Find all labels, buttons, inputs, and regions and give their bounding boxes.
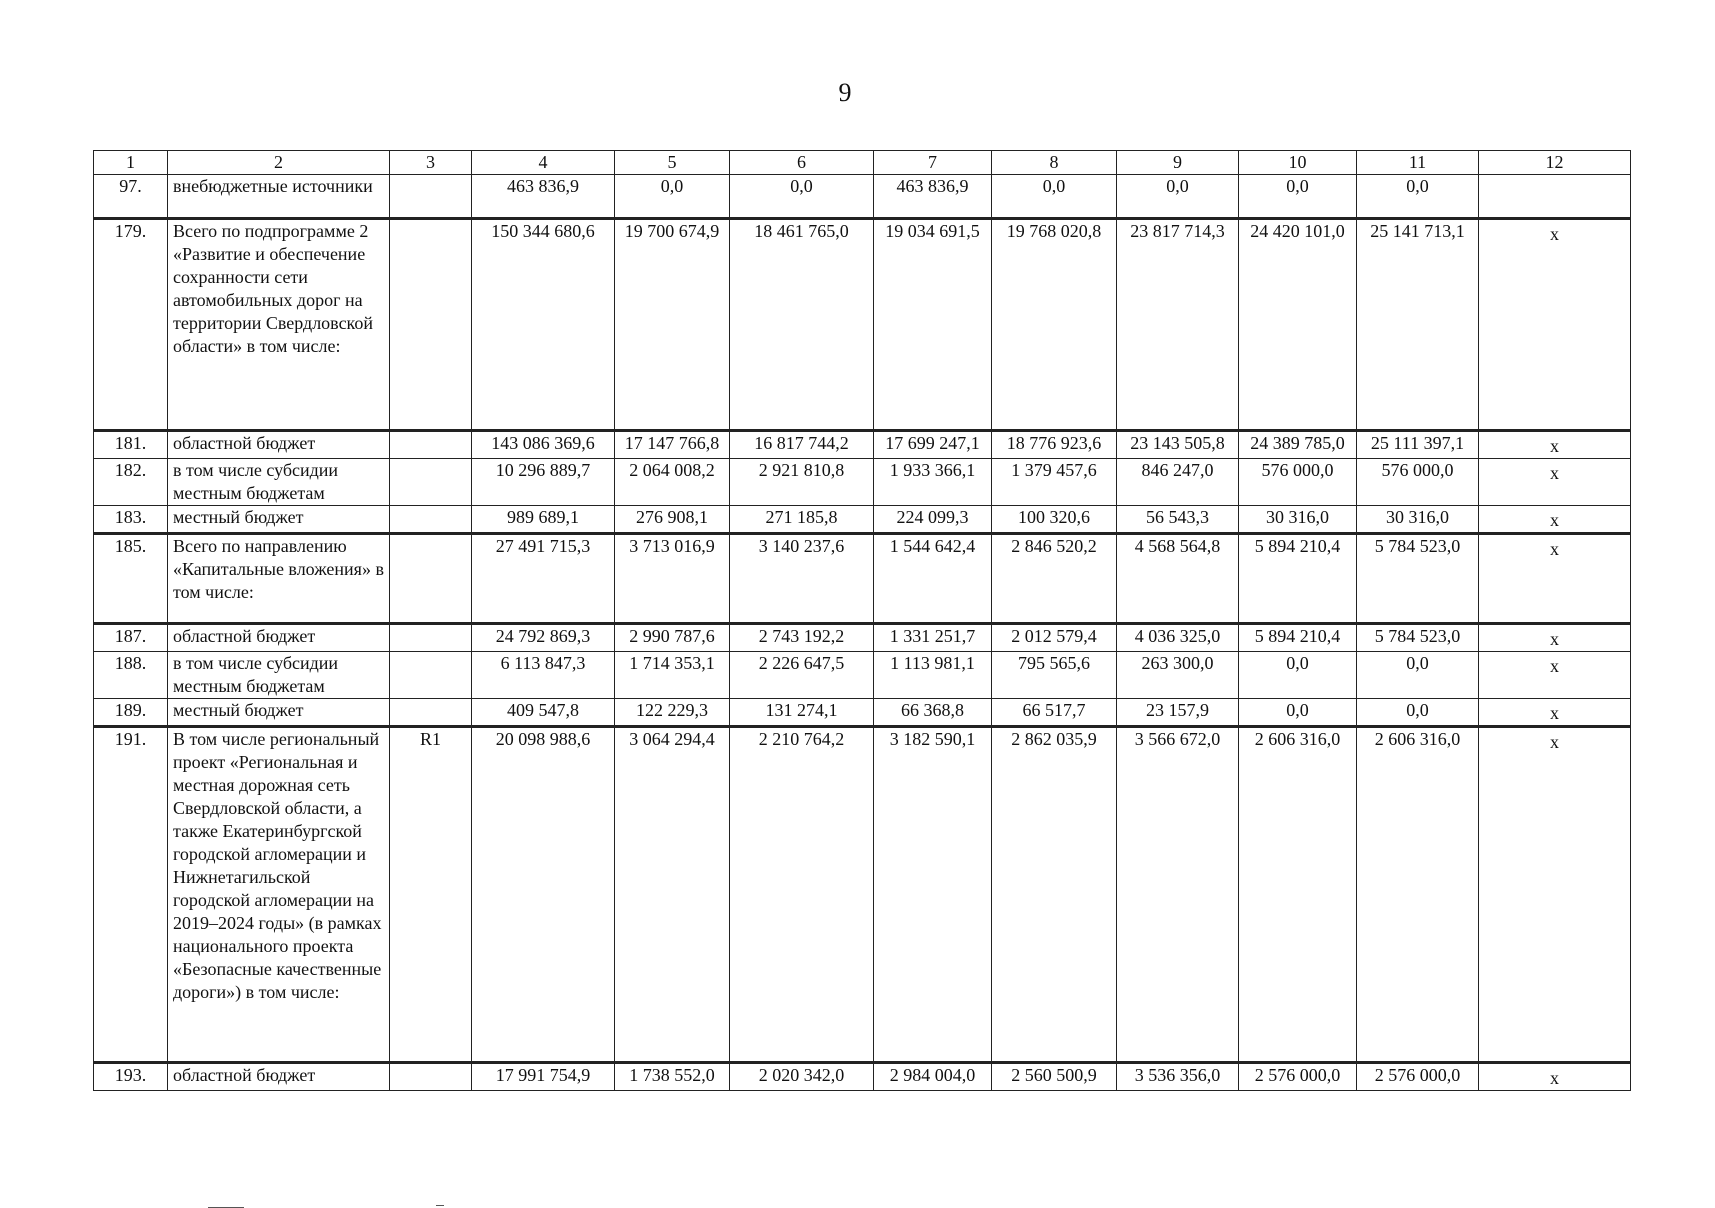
value-cell: 18 776 923,6 xyxy=(992,431,1117,459)
header-cell: 10 xyxy=(1239,151,1357,175)
value-cell: 1 379 457,6 xyxy=(992,459,1117,506)
value-cell: 122 229,3 xyxy=(615,699,730,727)
value-cell: 795 565,6 xyxy=(992,652,1117,699)
row-code xyxy=(390,624,472,652)
row-code xyxy=(390,431,472,459)
value-cell: 846 247,0 xyxy=(1117,459,1239,506)
value-cell: 0,0 xyxy=(1239,652,1357,699)
row-name: местный бюджет xyxy=(168,506,390,534)
value-cell: 271 185,8 xyxy=(730,506,874,534)
value-cell: 989 689,1 xyxy=(472,506,615,534)
header-cell: 4 xyxy=(472,151,615,175)
table-header-row xyxy=(94,151,1631,175)
col12-cell: х xyxy=(1479,699,1631,727)
value-cell: 24 420 101,0 xyxy=(1239,219,1357,431)
value-cell: 23 157,9 xyxy=(1117,699,1239,727)
value-cell: 4 568 564,8 xyxy=(1117,534,1239,624)
value-cell: 0,0 xyxy=(1357,699,1479,727)
row-code xyxy=(390,652,472,699)
value-cell: 30 316,0 xyxy=(1239,506,1357,534)
header-cell: 6 xyxy=(730,151,874,175)
header-cell: 5 xyxy=(615,151,730,175)
value-cell: 0,0 xyxy=(730,175,874,219)
table-row xyxy=(94,727,1631,1063)
value-cell: 0,0 xyxy=(1357,652,1479,699)
value-cell: 576 000,0 xyxy=(1357,459,1479,506)
value-cell: 1 714 353,1 xyxy=(615,652,730,699)
row-number: 179. xyxy=(94,219,168,431)
value-cell: 10 296 889,7 xyxy=(472,459,615,506)
row-name: местный бюджет xyxy=(168,699,390,727)
page-number: 9 xyxy=(838,78,852,107)
value-cell: 27 491 715,3 xyxy=(472,534,615,624)
col12-cell: х xyxy=(1479,624,1631,652)
value-cell: 2 846 520,2 xyxy=(992,534,1117,624)
header-cell: 1 xyxy=(94,151,168,175)
value-cell: 2 606 316,0 xyxy=(1239,727,1357,1063)
value-cell: 0,0 xyxy=(615,175,730,219)
value-cell: 25 111 397,1 xyxy=(1357,431,1479,459)
value-cell: 5 894 210,4 xyxy=(1239,624,1357,652)
value-cell: 16 817 744,2 xyxy=(730,431,874,459)
value-cell: 2 226 647,5 xyxy=(730,652,874,699)
header-cell: 11 xyxy=(1357,151,1479,175)
value-cell: 24 792 869,3 xyxy=(472,624,615,652)
row-number: 193. xyxy=(94,1063,168,1091)
value-cell: 2 921 810,8 xyxy=(730,459,874,506)
row-code xyxy=(390,534,472,624)
value-cell: 20 098 988,6 xyxy=(472,727,615,1063)
budget-table xyxy=(93,150,1631,1091)
table-body xyxy=(94,151,1631,1091)
value-cell: 19 034 691,5 xyxy=(874,219,992,431)
value-cell: 2 990 787,6 xyxy=(615,624,730,652)
value-cell: 0,0 xyxy=(1239,699,1357,727)
value-cell: 150 344 680,6 xyxy=(472,219,615,431)
value-cell: 2 576 000,0 xyxy=(1239,1063,1357,1091)
value-cell: 18 461 765,0 xyxy=(730,219,874,431)
value-cell: 409 547,8 xyxy=(472,699,615,727)
row-name: Всего по направлению «Капитальные вложения» в том числе: xyxy=(168,534,390,624)
value-cell: 263 300,0 xyxy=(1117,652,1239,699)
row-number: 191. xyxy=(94,727,168,1063)
row-number: 188. xyxy=(94,652,168,699)
value-cell: 3 182 590,1 xyxy=(874,727,992,1063)
value-cell: 2 606 316,0 xyxy=(1357,727,1479,1063)
value-cell: 2 743 192,2 xyxy=(730,624,874,652)
row-code xyxy=(390,459,472,506)
value-cell: 224 099,3 xyxy=(874,506,992,534)
row-name: В том числе региональный проект «Региональная и местная дорожная сеть Свердловской области, а также Екатеринбургской городской агломерации и Нижнетагильской городской агломерации на 2019–2024 годы» (в рамках национального проекта «Безопасные качественные дороги») в том числе: xyxy=(168,727,390,1063)
table-row xyxy=(94,534,1631,624)
col12-cell: х xyxy=(1479,506,1631,534)
row-name: областной бюджет xyxy=(168,431,390,459)
value-cell: 3 566 672,0 xyxy=(1117,727,1239,1063)
value-cell: 1 113 981,1 xyxy=(874,652,992,699)
value-cell: 2 560 500,9 xyxy=(992,1063,1117,1091)
value-cell: 23 143 505,8 xyxy=(1117,431,1239,459)
value-cell: 576 000,0 xyxy=(1239,459,1357,506)
header-cell: 8 xyxy=(992,151,1117,175)
table-row xyxy=(94,652,1631,699)
value-cell: 3 064 294,4 xyxy=(615,727,730,1063)
value-cell: 17 991 754,9 xyxy=(472,1063,615,1091)
row-number: 187. xyxy=(94,624,168,652)
value-cell: 2 210 764,2 xyxy=(730,727,874,1063)
row-name: Всего по подпрограмме 2 «Развитие и обеспечение сохранности сети автомобильных дорог на территории Свердловской области» в том числе: xyxy=(168,219,390,431)
row-code xyxy=(390,175,472,219)
table-row xyxy=(94,1063,1631,1091)
value-cell: 2 576 000,0 xyxy=(1357,1063,1479,1091)
value-cell: 0,0 xyxy=(992,175,1117,219)
table-row xyxy=(94,431,1631,459)
header-cell: 7 xyxy=(874,151,992,175)
value-cell: 0,0 xyxy=(1239,175,1357,219)
value-cell: 24 389 785,0 xyxy=(1239,431,1357,459)
value-cell: 17 699 247,1 xyxy=(874,431,992,459)
col12-cell: х xyxy=(1479,219,1631,431)
col12-cell: х xyxy=(1479,534,1631,624)
value-cell: 0,0 xyxy=(1117,175,1239,219)
value-cell: 276 908,1 xyxy=(615,506,730,534)
row-number: 97. xyxy=(94,175,168,219)
row-code xyxy=(390,219,472,431)
row-code xyxy=(390,1063,472,1091)
value-cell: 2 064 008,2 xyxy=(615,459,730,506)
row-name: областной бюджет xyxy=(168,1063,390,1091)
row-number: 185. xyxy=(94,534,168,624)
value-cell: 2 020 342,0 xyxy=(730,1063,874,1091)
value-cell: 131 274,1 xyxy=(730,699,874,727)
bottom-scan-mark xyxy=(436,1205,444,1206)
row-number: 183. xyxy=(94,506,168,534)
value-cell: 2 862 035,9 xyxy=(992,727,1117,1063)
value-cell: 4 036 325,0 xyxy=(1117,624,1239,652)
value-cell: 5 894 210,4 xyxy=(1239,534,1357,624)
col12-cell: х xyxy=(1479,652,1631,699)
table-row xyxy=(94,219,1631,431)
value-cell: 25 141 713,1 xyxy=(1357,219,1479,431)
row-code xyxy=(390,699,472,727)
value-cell: 463 836,9 xyxy=(874,175,992,219)
value-cell: 0,0 xyxy=(1357,175,1479,219)
value-cell: 1 331 251,7 xyxy=(874,624,992,652)
col12-cell xyxy=(1479,175,1631,219)
col12-cell: х xyxy=(1479,459,1631,506)
row-number: 189. xyxy=(94,699,168,727)
value-cell: 463 836,9 xyxy=(472,175,615,219)
value-cell: 66 368,8 xyxy=(874,699,992,727)
table-row xyxy=(94,175,1631,219)
value-cell: 3 536 356,0 xyxy=(1117,1063,1239,1091)
row-code: R1 xyxy=(390,727,472,1063)
row-name: в том числе субсидии местным бюджетам xyxy=(168,652,390,699)
value-cell: 66 517,7 xyxy=(992,699,1117,727)
value-cell: 2 984 004,0 xyxy=(874,1063,992,1091)
value-cell: 5 784 523,0 xyxy=(1357,534,1479,624)
value-cell: 1 933 366,1 xyxy=(874,459,992,506)
value-cell: 3 140 237,6 xyxy=(730,534,874,624)
row-name: в том числе субсидии местным бюджетам xyxy=(168,459,390,506)
value-cell: 100 320,6 xyxy=(992,506,1117,534)
value-cell: 23 817 714,3 xyxy=(1117,219,1239,431)
row-name: внебюджетные источники xyxy=(168,175,390,219)
col12-cell: х xyxy=(1479,1063,1631,1091)
value-cell: 5 784 523,0 xyxy=(1357,624,1479,652)
row-code xyxy=(390,506,472,534)
value-cell: 17 147 766,8 xyxy=(615,431,730,459)
value-cell: 30 316,0 xyxy=(1357,506,1479,534)
table-row xyxy=(94,624,1631,652)
value-cell: 3 713 016,9 xyxy=(615,534,730,624)
row-name: областной бюджет xyxy=(168,624,390,652)
value-cell: 2 012 579,4 xyxy=(992,624,1117,652)
header-cell: 12 xyxy=(1479,151,1631,175)
value-cell: 56 543,3 xyxy=(1117,506,1239,534)
header-cell: 9 xyxy=(1117,151,1239,175)
col12-cell: х xyxy=(1479,727,1631,1063)
value-cell: 143 086 369,6 xyxy=(472,431,615,459)
value-cell: 19 700 674,9 xyxy=(615,219,730,431)
header-cell: 3 xyxy=(390,151,472,175)
value-cell: 1 738 552,0 xyxy=(615,1063,730,1091)
table-row xyxy=(94,459,1631,506)
row-number: 181. xyxy=(94,431,168,459)
value-cell: 19 768 020,8 xyxy=(992,219,1117,431)
col12-cell: х xyxy=(1479,431,1631,459)
value-cell: 1 544 642,4 xyxy=(874,534,992,624)
table-row xyxy=(94,699,1631,727)
header-cell: 2 xyxy=(168,151,390,175)
table-row xyxy=(94,506,1631,534)
row-number: 182. xyxy=(94,459,168,506)
value-cell: 6 113 847,3 xyxy=(472,652,615,699)
